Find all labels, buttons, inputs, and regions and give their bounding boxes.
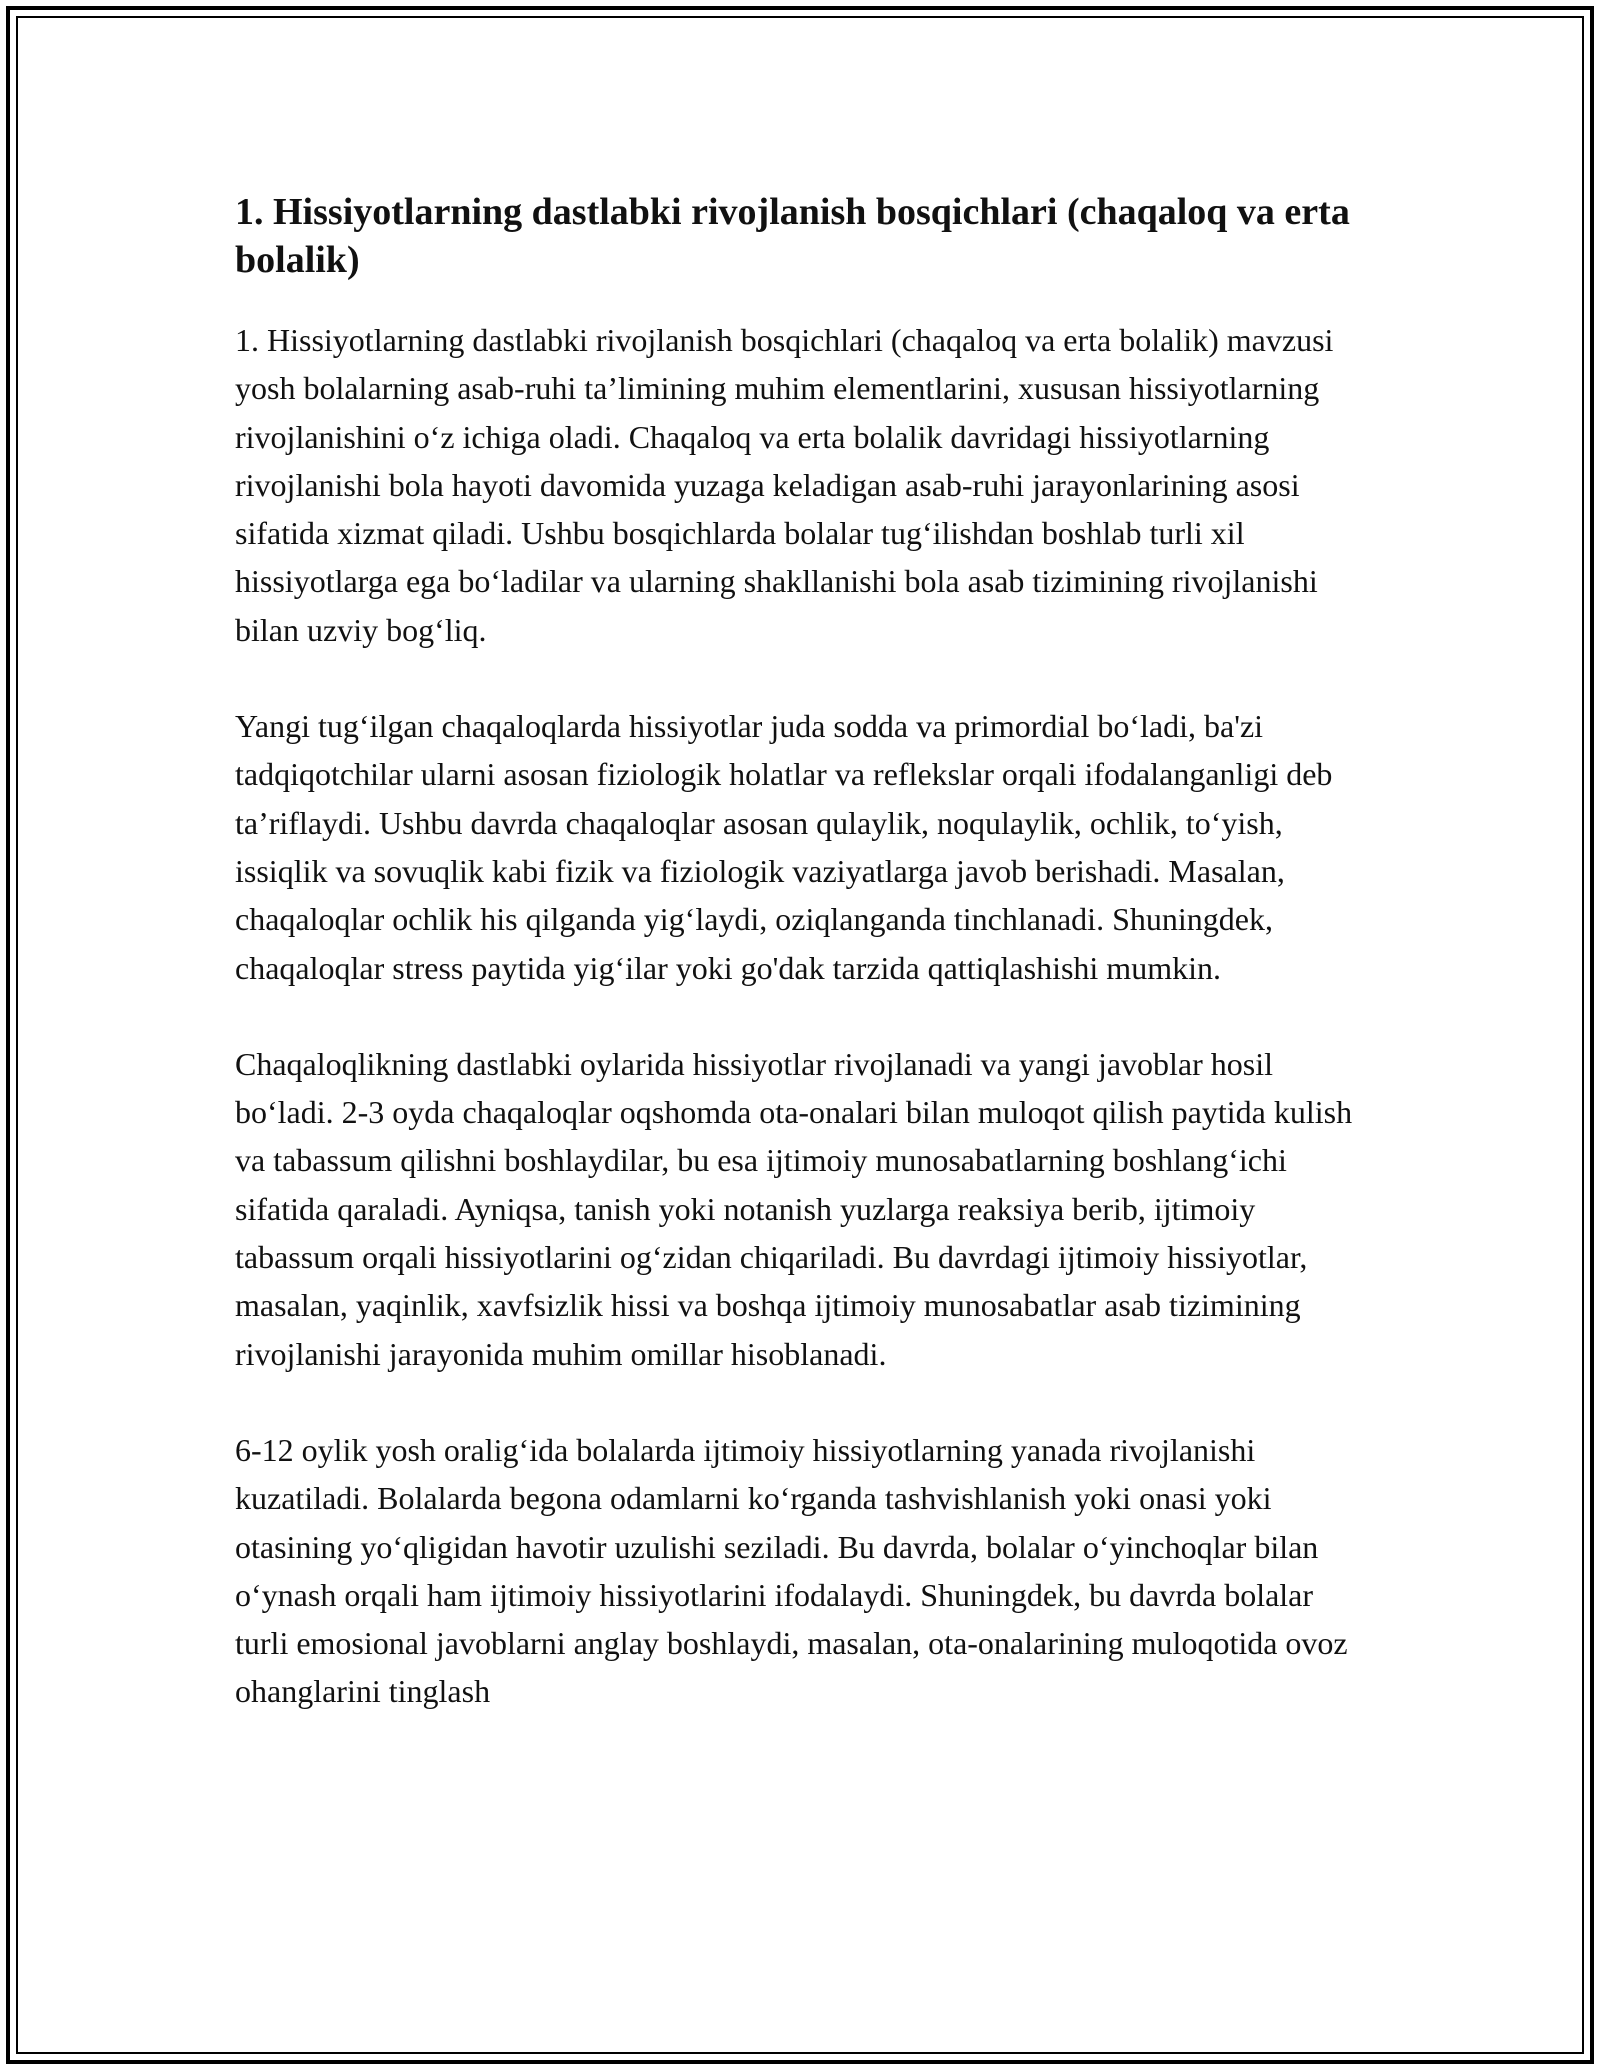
document-body [235, 188, 1370, 1764]
paragraph-3: Chaqaloqlikning dastlabki oylarida hissiyotlar rivojlanadi va yangi javoblar hosil bo‘ladi. 2-3 oyda chaqaloqlar oqshomda ota-onalari bilan muloqot qilish paytida kulish va tabassum qilishni boshlaydilar, bu esa ijtimoiy munosabatlarning boshlang‘ichi sifatida qaraladi. Ayniqsa, tanish yoki notanish yuzlarga reaksiya berib, ijtimoiy tabassum orqali hissiyotlarini og‘zidan chiqariladi. Bu davrdagi ijtimoiy hissiyotlar, masalan, yaqinlik, xavfsizlik hissi va boshqa ijtimoiy munosabatlar asab tizimining rivojlanishi jarayonida muhim omillar hisoblanadi. [235, 1045, 1353, 1372]
paragraph-2: Yangi tug‘ilgan chaqaloqlarda hissiyotlar juda sodda va primordial bo‘ladi, ba'zi tadqiqotchilar ularni asosan fiziologik holatlar va reflekslar orqali ifodalanganligi deb ta’riflaydi. Ushbu davrda chaqaloqlar asosan qulaylik, noqulaylik, ochlik, to‘yish, issiqlik va sovuqlik kabi fizik va fiziologik vaziyatlarga javob berishadi. Masalan, chaqaloqlar ochlik his qilganda yig‘laydi, oziqlanganda tinchlanadi. Shuningdek, chaqaloqlar stress paytida yig‘ilar yoki go'dak tarzida qattiqlashishi mumkin. [235, 708, 1333, 986]
section-heading: 1. Hissiyotlarning dastlabki rivojlanish bosqichlari (chaqaloq va erta bolalik) [235, 191, 1350, 281]
paragraph-4: 6-12 oylik yosh oralig‘ida bolalarda ijtimoiy hissiyotlarning yanada rivojlanishi kuzatiladi. Bolalarda begona odamlarni ko‘rganda tashvishlanish yoki onasi yoki otasining yo‘qligidan havotir uzulishi seziladi. Bu davrda, bolalar o‘yinchoqlar bilan o‘ynash orqali ham ijtimoiy hissiyotlarini ifodalaydi. Shuningdek, bu davrda bolalar turli emosional javoblarni anglay boshlaydi, masalan, ota-onalarining muloqotida ovoz ohanglarini tinglash [235, 1431, 1348, 1710]
paragraph-1: 1. Hissiyotlarning dastlabki rivojlanish bosqichlari (chaqaloq va erta bolalik) mavzusi yosh bolalarning asab-ruhi ta’limining muhim elementlarini, xususan hissiyotlarning rivojlanishini o‘z ichiga oladi. Chaqaloq va erta bolalik davridagi hissiyotlarning rivojlanishi bola hayoti davomida yuzaga keladigan asab-ruhi jarayonlarining asosi sifatida xizmat qiladi. Ushbu bosqichlarda bolalar tug‘ilishdan boshlab turli xil hissiyotlarga ega bo‘ladilar va ularning shakllanishi bola asab tizimining rivojlanishi bilan uzviy bog‘liq. [235, 322, 1334, 648]
